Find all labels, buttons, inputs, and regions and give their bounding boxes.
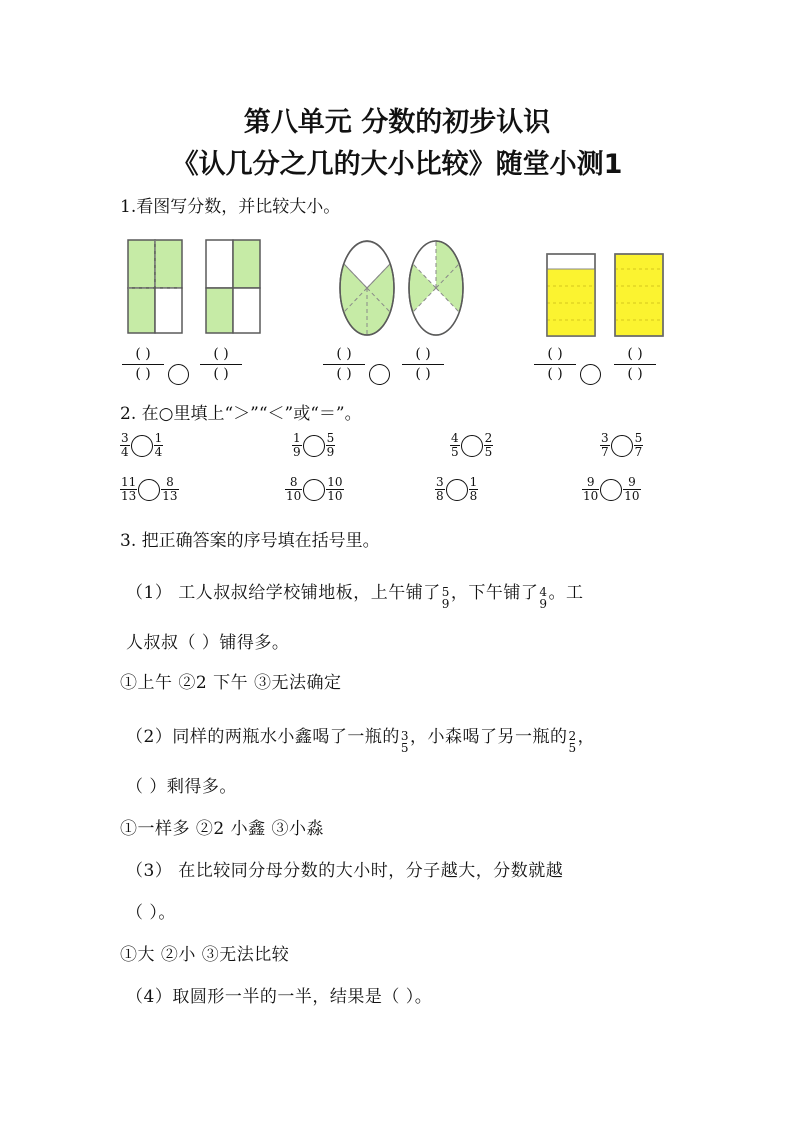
rect-b-cell-tl bbox=[206, 240, 233, 288]
fraction-left: $\frac{3}{4}$ bbox=[121, 431, 129, 459]
q3-part3-options: ①大 ②小 ③无法比较 bbox=[120, 945, 290, 965]
rect-b-cell-bl bbox=[206, 288, 233, 333]
fraction-left: $\frac{9}{10}$ bbox=[583, 475, 599, 503]
rect-figure-b bbox=[206, 240, 260, 333]
compare-item bbox=[292, 432, 335, 459]
compare-circle[interactable] bbox=[600, 479, 622, 501]
compare-circle[interactable] bbox=[131, 435, 153, 457]
fraction-left: $\frac{3}{7}$ bbox=[601, 431, 609, 459]
bar-figure-a bbox=[547, 254, 595, 336]
compare-circle[interactable] bbox=[611, 435, 633, 457]
fraction-left: $\frac{1}{9}$ bbox=[293, 431, 301, 459]
ellipse-figure-b bbox=[409, 241, 463, 335]
q3-part1-options: ①上午 ②2 下午 ③无法确定 bbox=[120, 673, 342, 693]
compare-circle[interactable] bbox=[138, 479, 160, 501]
compare-circle[interactable] bbox=[580, 364, 601, 385]
fraction-right: $\frac{1}{8}$ bbox=[469, 475, 478, 503]
fraction-afternoon: 4 9 bbox=[539, 585, 548, 611]
compare-circle[interactable] bbox=[446, 479, 468, 501]
answer-fraction-blank[interactable]: ( ) ( ) bbox=[122, 347, 164, 384]
fraction-left: $\frac{11}{13}$ bbox=[121, 475, 137, 503]
question-3-text: 3. 把正确答案的序号填在括号里。 bbox=[120, 531, 380, 551]
fraction-xiaomiao: 2 5 bbox=[568, 729, 577, 755]
fraction-left: $\frac{4}{5}$ bbox=[451, 431, 459, 459]
page-title: 第八单元 分数的初步认识 bbox=[243, 107, 551, 138]
fraction-right: $\frac{1}{4}$ bbox=[154, 431, 163, 459]
fraction-xiaoxin: 3 5 bbox=[400, 729, 409, 755]
compare-item bbox=[435, 476, 478, 503]
fraction-morning: 5 9 bbox=[441, 585, 450, 611]
fraction-right: $\frac{5}{9}$ bbox=[326, 431, 335, 459]
rect-a-cell-br bbox=[155, 288, 182, 333]
compare-circle[interactable] bbox=[168, 364, 189, 385]
q3-part1-line1: （1） 工人叔叔给学校铺地板，上午铺了 5 9 ，下午铺了 4 9 。工 bbox=[126, 583, 584, 611]
answer-fraction-blank[interactable]: ( ) ( ) bbox=[402, 347, 444, 384]
bar-figure-b bbox=[615, 254, 663, 336]
rect-b-cell-br bbox=[233, 288, 260, 333]
q1-figures bbox=[0, 232, 794, 352]
answer-fraction-blank[interactable]: ( ) ( ) bbox=[614, 347, 656, 384]
rect-figure-a bbox=[128, 240, 182, 333]
compare-circle[interactable] bbox=[303, 435, 325, 457]
q3-part2-line2: （ ）剩得多。 bbox=[126, 777, 237, 797]
fraction-right: $\frac{10}{10}$ bbox=[327, 475, 343, 503]
q3-part2-options: ①一样多 ②2 小鑫 ③小淼 bbox=[120, 819, 325, 839]
fraction-right: $\frac{8}{13}$ bbox=[162, 475, 178, 503]
fraction-right: $\frac{9}{10}$ bbox=[624, 475, 640, 503]
answer-fraction-blank[interactable]: ( ) ( ) bbox=[534, 347, 576, 384]
compare-circle[interactable] bbox=[303, 479, 325, 501]
fraction-left: $\frac{3}{8}$ bbox=[436, 475, 444, 503]
fraction-right: $\frac{5}{7}$ bbox=[634, 431, 643, 459]
answer-fraction-blank[interactable]: ( ) ( ) bbox=[323, 347, 365, 384]
rect-b-cell-tr bbox=[233, 240, 260, 288]
rect-a-cell-bl bbox=[128, 288, 155, 333]
page-subtitle: 《认几分之几的大小比较》随堂小测1 bbox=[171, 149, 623, 180]
fraction-right: $\frac{2}{5}$ bbox=[484, 431, 493, 459]
compare-item bbox=[450, 432, 493, 459]
compare-item bbox=[582, 476, 641, 503]
rect-a-cell-tl bbox=[128, 240, 155, 288]
question-2-text: 2. 在○里填上“＞”“＜”或“＝”。 bbox=[120, 404, 362, 424]
compare-item bbox=[120, 476, 179, 503]
compare-item bbox=[285, 476, 344, 503]
q3-part2-line1: （2）同样的两瓶水小鑫喝了一瓶的 3 5 ，小森喝了另一瓶的 2 5 ， bbox=[126, 727, 596, 755]
compare-circle[interactable] bbox=[369, 364, 390, 385]
q3-part4-line1: （4）取圆形一半的一半，结果是（ ）。 bbox=[126, 987, 433, 1007]
ellipse-figure-a bbox=[340, 241, 394, 335]
q3-part1-line2: 人叔叔（ ）铺得多。 bbox=[126, 633, 290, 653]
question-1-text: 1.看图写分数，并比较大小。 bbox=[120, 197, 341, 217]
compare-item bbox=[120, 432, 163, 459]
q3-part3-line1: （3） 在比较同分母分数的大小时，分子越大，分数就越 bbox=[126, 861, 564, 881]
answer-fraction-blank[interactable]: ( ) ( ) bbox=[200, 347, 242, 384]
fraction-left: $\frac{8}{10}$ bbox=[286, 475, 302, 503]
compare-item bbox=[600, 432, 643, 459]
q3-part3-line2: （ ）。 bbox=[126, 903, 176, 923]
rect-a-cell-tr bbox=[155, 240, 182, 288]
compare-circle[interactable] bbox=[461, 435, 483, 457]
